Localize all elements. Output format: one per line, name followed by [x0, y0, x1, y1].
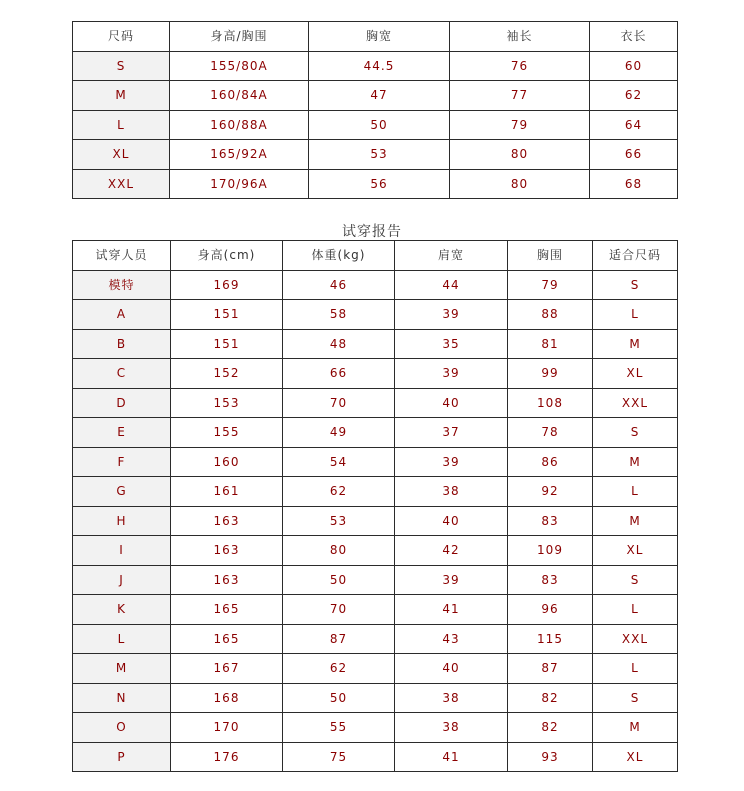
table-cell: 39 — [395, 447, 508, 477]
row-label-cell: B — [73, 329, 171, 359]
table-cell: 50 — [309, 110, 450, 140]
table-cell: 75 — [283, 742, 395, 772]
row-label-cell: N — [73, 683, 171, 713]
size-chart-body — [73, 22, 678, 199]
table-cell: 152 — [171, 359, 283, 389]
row-label-cell: A — [73, 300, 171, 330]
table-cell: 160 — [171, 447, 283, 477]
fit-report-body — [73, 241, 678, 772]
table-cell: 58 — [283, 300, 395, 330]
table-cell: 160/88A — [170, 110, 309, 140]
tester-row — [73, 447, 678, 477]
table-cell: 165/92A — [170, 140, 309, 170]
table-cell: 77 — [450, 81, 590, 111]
table-cell: 37 — [395, 418, 508, 448]
table-cell: 176 — [171, 742, 283, 772]
table-cell: 80 — [283, 536, 395, 566]
column-header: 尺码 — [73, 22, 170, 52]
column-header: 胸宽 — [309, 22, 450, 52]
table-cell: XL — [593, 536, 678, 566]
table-cell: XXL — [593, 624, 678, 654]
tester-row — [73, 654, 678, 684]
table-cell: 80 — [450, 140, 590, 170]
table-cell: 70 — [283, 388, 395, 418]
table-cell: 88 — [508, 300, 593, 330]
table-cell: 167 — [171, 654, 283, 684]
table-cell: 87 — [283, 624, 395, 654]
table-cell: 39 — [395, 300, 508, 330]
table-cell: L — [593, 654, 678, 684]
column-header: 身高(cm) — [171, 241, 283, 271]
table-cell: 153 — [171, 388, 283, 418]
row-label-cell: M — [73, 81, 170, 111]
table-cell: 41 — [395, 595, 508, 625]
column-header: 体重(kg) — [283, 241, 395, 271]
table-cell: M — [593, 447, 678, 477]
row-label-cell: S — [73, 51, 170, 81]
fit-report-title: 试穿报告 — [342, 224, 402, 240]
table-cell: 62 — [283, 477, 395, 507]
table-cell: 87 — [508, 654, 593, 684]
tester-row — [73, 329, 678, 359]
row-label-cell: XL — [73, 140, 170, 170]
table-cell: 79 — [450, 110, 590, 140]
table-cell: 48 — [283, 329, 395, 359]
table-cell: XL — [593, 742, 678, 772]
table-cell: 42 — [395, 536, 508, 566]
table-cell: L — [593, 300, 678, 330]
table-cell: 155 — [171, 418, 283, 448]
table-cell: 60 — [590, 51, 678, 81]
tester-row — [73, 359, 678, 389]
table-cell: 160/84A — [170, 81, 309, 111]
table-cell: 151 — [171, 329, 283, 359]
column-header: 肩宽 — [395, 241, 508, 271]
tester-row — [73, 536, 678, 566]
table-cell: 66 — [590, 140, 678, 170]
row-label-cell: F — [73, 447, 171, 477]
table-cell: 64 — [590, 110, 678, 140]
table-cell: 40 — [395, 388, 508, 418]
column-header: 胸围 — [508, 241, 593, 271]
table-cell: 163 — [171, 565, 283, 595]
tester-row — [73, 418, 678, 448]
table-cell: 165 — [171, 595, 283, 625]
table-cell: 47 — [309, 81, 450, 111]
row-label-cell: J — [73, 565, 171, 595]
table-cell: M — [593, 329, 678, 359]
row-label-cell: XXL — [73, 169, 170, 199]
table-cell: 46 — [283, 270, 395, 300]
table-cell: 108 — [508, 388, 593, 418]
table-cell: 68 — [590, 169, 678, 199]
table-cell: 83 — [508, 506, 593, 536]
tester-row — [73, 565, 678, 595]
table-cell: 86 — [508, 447, 593, 477]
table-cell: 163 — [171, 536, 283, 566]
table-cell: 62 — [283, 654, 395, 684]
table-cell: 169 — [171, 270, 283, 300]
table-cell: 80 — [450, 169, 590, 199]
tester-row — [73, 270, 678, 300]
fit-report-table — [72, 240, 678, 772]
size-row — [73, 110, 678, 140]
table-cell: 35 — [395, 329, 508, 359]
table-cell: 78 — [508, 418, 593, 448]
table-cell: 170/96A — [170, 169, 309, 199]
table-cell: XL — [593, 359, 678, 389]
table-cell: 109 — [508, 536, 593, 566]
table-cell: 66 — [283, 359, 395, 389]
table-cell: 40 — [395, 506, 508, 536]
table-cell: 40 — [395, 654, 508, 684]
row-label-cell: 模特 — [73, 270, 171, 300]
table-cell: 39 — [395, 565, 508, 595]
column-header: 身高/胸围 — [170, 22, 309, 52]
table-cell: 165 — [171, 624, 283, 654]
table-cell: 76 — [450, 51, 590, 81]
row-label-cell: I — [73, 536, 171, 566]
table-cell: 82 — [508, 713, 593, 743]
row-label-cell: M — [73, 654, 171, 684]
table-cell: S — [593, 683, 678, 713]
table-cell: 38 — [395, 683, 508, 713]
size-row — [73, 169, 678, 199]
row-label-cell: D — [73, 388, 171, 418]
tester-row — [73, 595, 678, 625]
table-cell: 55 — [283, 713, 395, 743]
table-cell: M — [593, 713, 678, 743]
table-cell: L — [593, 595, 678, 625]
table-cell: 39 — [395, 359, 508, 389]
header-row — [73, 241, 678, 271]
row-label-cell: P — [73, 742, 171, 772]
table-cell: S — [593, 565, 678, 595]
table-cell: S — [593, 418, 678, 448]
size-row — [73, 140, 678, 170]
table-cell: 43 — [395, 624, 508, 654]
row-label-cell: C — [73, 359, 171, 389]
table-cell: 163 — [171, 506, 283, 536]
row-label-cell: E — [73, 418, 171, 448]
row-label-cell: O — [73, 713, 171, 743]
tester-row — [73, 742, 678, 772]
size-chart-table — [72, 21, 678, 199]
tester-row — [73, 388, 678, 418]
table-cell: 161 — [171, 477, 283, 507]
table-cell: 49 — [283, 418, 395, 448]
table-cell: 93 — [508, 742, 593, 772]
table-cell: 79 — [508, 270, 593, 300]
table-cell: 38 — [395, 713, 508, 743]
tester-row — [73, 506, 678, 536]
table-cell: 92 — [508, 477, 593, 507]
tester-row — [73, 477, 678, 507]
table-cell: 38 — [395, 477, 508, 507]
table-cell: S — [593, 270, 678, 300]
table-cell: 155/80A — [170, 51, 309, 81]
size-row — [73, 81, 678, 111]
tester-row — [73, 683, 678, 713]
table-cell: 115 — [508, 624, 593, 654]
row-label-cell: L — [73, 110, 170, 140]
table-cell: 44 — [395, 270, 508, 300]
table-cell: XXL — [593, 388, 678, 418]
row-label-cell: H — [73, 506, 171, 536]
table-cell: 83 — [508, 565, 593, 595]
table-cell: 41 — [395, 742, 508, 772]
table-cell: 170 — [171, 713, 283, 743]
table-cell: M — [593, 506, 678, 536]
column-header: 试穿人员 — [73, 241, 171, 271]
table-cell: L — [593, 477, 678, 507]
table-cell: 50 — [283, 565, 395, 595]
table-cell: 70 — [283, 595, 395, 625]
table-cell: 50 — [283, 683, 395, 713]
row-label-cell: G — [73, 477, 171, 507]
table-cell: 81 — [508, 329, 593, 359]
column-header: 袖长 — [450, 22, 590, 52]
tester-row — [73, 713, 678, 743]
table-cell: 168 — [171, 683, 283, 713]
table-cell: 53 — [309, 140, 450, 170]
table-cell: 53 — [283, 506, 395, 536]
tester-row — [73, 300, 678, 330]
table-cell: 54 — [283, 447, 395, 477]
table-cell: 151 — [171, 300, 283, 330]
table-cell: 62 — [590, 81, 678, 111]
row-label-cell: K — [73, 595, 171, 625]
table-cell: 99 — [508, 359, 593, 389]
header-row — [73, 22, 678, 52]
table-cell: 96 — [508, 595, 593, 625]
table-cell: 44.5 — [309, 51, 450, 81]
column-header: 适合尺码 — [593, 241, 678, 271]
table-cell: 82 — [508, 683, 593, 713]
row-label-cell: L — [73, 624, 171, 654]
size-row — [73, 51, 678, 81]
table-cell: 56 — [309, 169, 450, 199]
column-header: 衣长 — [590, 22, 678, 52]
tester-row — [73, 624, 678, 654]
